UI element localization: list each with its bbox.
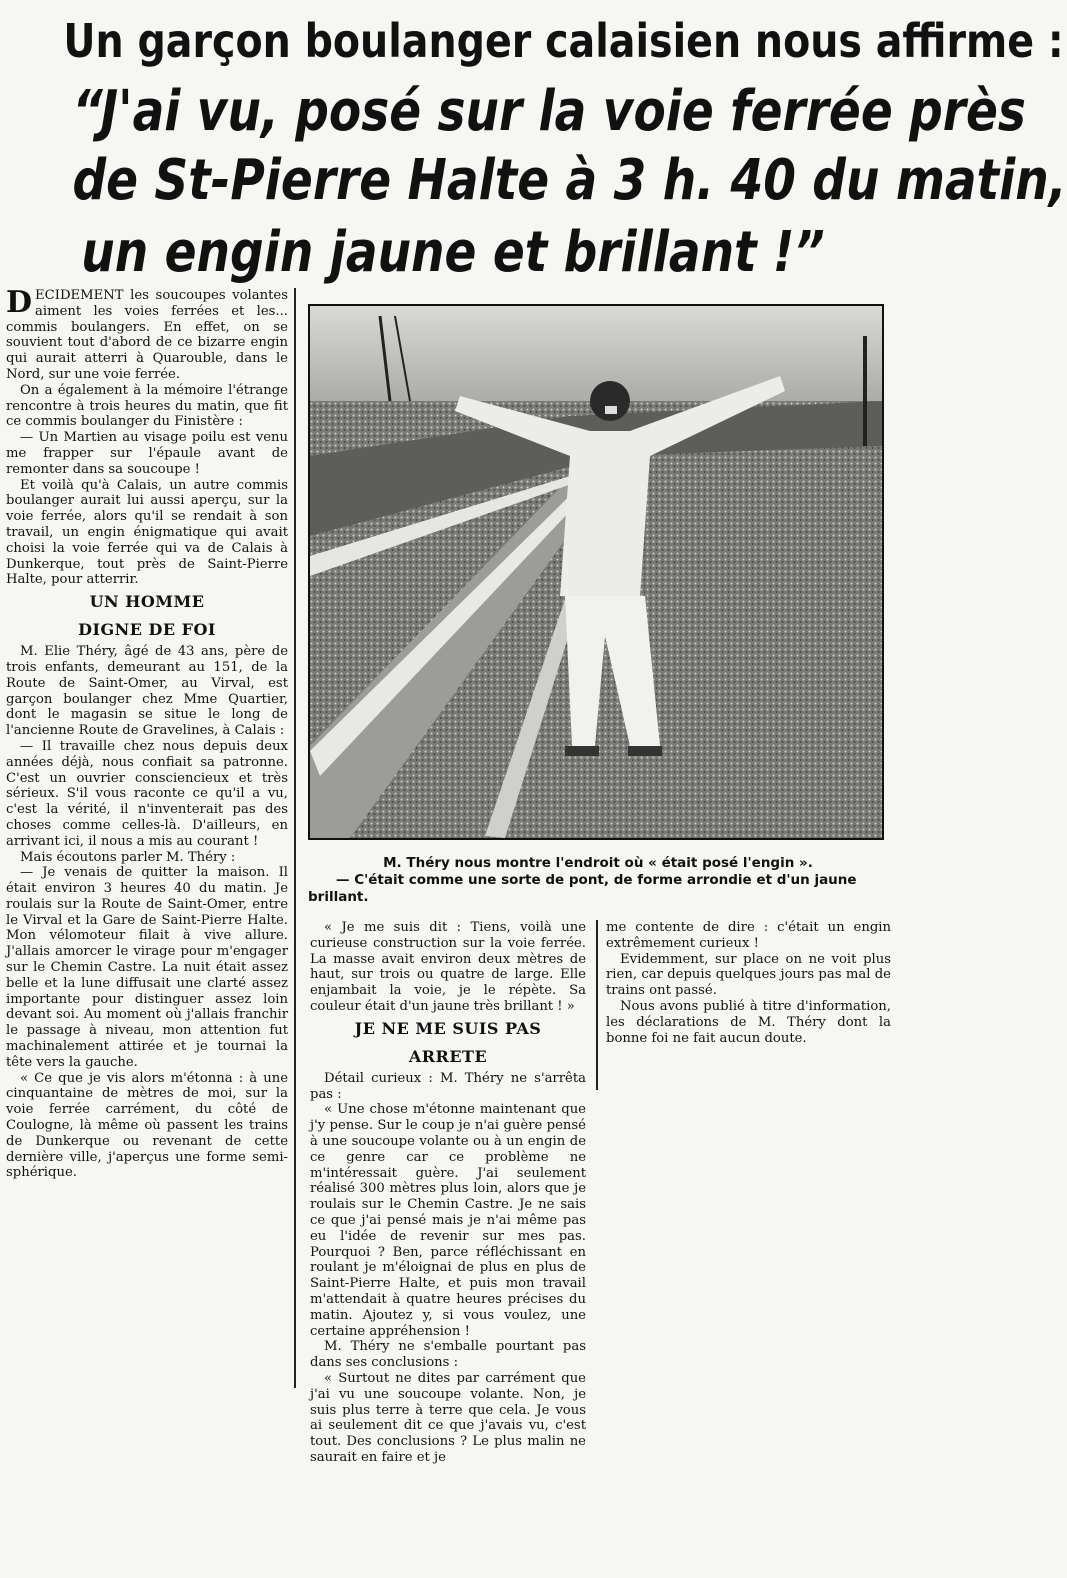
- paragraph: me contente de dire : c'était un engin extrêmement curieux !: [606, 920, 891, 951]
- photo-illustration: [310, 306, 882, 838]
- column-divider: [294, 288, 296, 1388]
- article-column-3: [606, 920, 891, 1090]
- column-divider: [596, 920, 598, 1090]
- article-column-1: [6, 285, 288, 1388]
- paragraph: « Surtout ne dites par carrément que j'ai vu une soucoupe volante. Non, je suis plus terre à terre que cela. Je vous ai seulement dit ce que j'avais vu, c'est tout. Des conclusions ? Le plus malin ne saurait en faire et je: [310, 1370, 586, 1465]
- paragraph: Evidemment, sur place on ne voit plus rien, car depuis quelques jours pas mal de trains ont passé.: [606, 951, 891, 999]
- headline-line-1: Un garçon boulanger calaisien nous affirme :: [63, 14, 1064, 68]
- paragraph: « Je me suis dit : Tiens, voilà une curieuse construction sur la voie ferrée. La masse avait environ deux mètres de haut, sur trois ou quatre de large. Elle enjambait la voie, je le répète. Sa couleur était d'un jaune très brillant ! »: [310, 920, 586, 1014]
- drop-cap: D: [6, 285, 33, 320]
- paragraph: « Ce que je vis alors m'étonna : à une cinquantaine de mètres de moi, sur la voie ferrée carrément, du côté de Coulogne, là même où passent les trains de Dunkerque ou revenant de cette dernière ville, j'aperçus une forme semi-sphérique.: [6, 1070, 288, 1181]
- paragraph: Détail curieux : M. Théry ne s'arrêta pas :: [310, 1070, 586, 1102]
- paragraph: Mais écoutons parler M. Théry :: [20, 849, 236, 865]
- subheading-line-2: ARRETE: [408, 1046, 488, 1066]
- headline-line-4: un engin jaune et brillant !”: [81, 220, 825, 285]
- subheading-line-1: UN HOMME: [89, 592, 205, 612]
- paragraph: On a également à la mémoire l'étrange rencontre à trois heures du matin, que fit ce commis boulanger du Finistère :: [6, 382, 288, 430]
- caption-line-2: — C'était comme une sorte de pont, de forme arrondie et d'un jaune brillant.: [308, 872, 857, 905]
- photo-caption: [308, 855, 888, 906]
- headline-line-2: “J'ai vu, posé sur la voie ferrée près: [72, 79, 1026, 144]
- paragraph: « Une chose m'étonne maintenant que j'y pense. Sur le coup je n'ai guère pensé à une soucoupe volante ou à un engin de ce genre car ce problème ne m'intéressait guère. J'ai seulement réalisé 300 mètres plus loin, alors que je roulais sur le Chemin Castre. Je ne sais ce que j'ai pensé mais je n'ai même pas eu l'idée de revenir sur mes pas. Pourquoi ? Ben, parce réfléchissant en roulant je m'éloignai de plus en plus de Saint-Pierre Halte, et puis mon travail m'attendait à quatre heures précises du matin. Ajoutez y, si vous voulez, une certaine appréhension !: [310, 1102, 586, 1339]
- lead-text: ECIDEMENT les soucoupes volantes aiment les voies ferrées et les... commis boulangers. En effet, on se souvient tout d'abord de ce bizarre engin qui aurait atterri à Quarouble, dans le Nord, sur une voie ferrée.: [6, 288, 288, 382]
- subheading-line-1: JE NE ME SUIS PAS: [354, 1018, 542, 1038]
- news-photo: [308, 304, 884, 840]
- paragraph: Nous avons publié à titre d'information, les déclarations de M. Théry dont la bonne foi ne fait aucun doute.: [606, 998, 891, 1046]
- caption-line-1: M. Théry nous montre l'endroit où « était posé l'engin ».: [383, 855, 813, 871]
- subheading-line-2: DIGNE DE FOI: [78, 620, 216, 640]
- paragraph: — Je venais de quitter la maison. Il était environ 3 heures 40 du matin. Je roulais sur la Route de Saint-Omer, entre le Virval et la Gare de Saint-Pierre Halte. Mon vélomoteur filait à vive allure. J'allais amorcer le virage pour m'engager sur le Chemin Castre. La nuit était assez belle et la lune diffusait une clarté assez importante pour distinguer assez loin devant soi. Au moment où j'allais franchir le passage à niveau, mon attention fut machinalement attirée et je tournai la tête vers la gauche.: [6, 865, 288, 1070]
- paragraph: — Il travaille chez nous depuis deux années déjà, nous confiait sa patronne. C'est un ouvrier consciencieux et très sérieux. S'il vous raconte ce qu'il a vu, c'est la vérité, il n'inventerait pas des choses comme celles-là. D'ailleurs, en arrivant ici, il nous a mis au courant !: [6, 738, 288, 849]
- lead-paragraph: [6, 285, 288, 383]
- headline-line-3: de St-Pierre Halte à 3 h. 40 du matin,: [72, 148, 1067, 213]
- paragraph: — Un Martien au visage poilu est venu me frapper sur l'épaule avant de remonter dans sa soucoupe !: [6, 430, 288, 477]
- headline: [0, 0, 1067, 285]
- article-column-2: [310, 920, 586, 1575]
- paragraph: M. Elie Théry, âgé de 43 ans, père de trois enfants, demeurant au 151, de la Route de Saint-Omer, au Virval, est garçon boulanger chez Mme Quartier, dont le magasin se situe le long de l'ancienne Route de Gravelines, à Calais :: [6, 644, 288, 739]
- paragraph: Et voilà qu'à Calais, un autre commis boulanger aurait lui aussi aperçu, sur la voie ferrée, alors qu'il se rendait à son travail, un engin énigmatique qui avait choisi la voie ferrée qui va de Calais à Dunkerque, tout près de Saint-Pierre Halte, pour atterrir.: [6, 477, 288, 588]
- paragraph: M. Théry ne s'emballe pourtant pas dans ses conclusions :: [310, 1339, 586, 1371]
